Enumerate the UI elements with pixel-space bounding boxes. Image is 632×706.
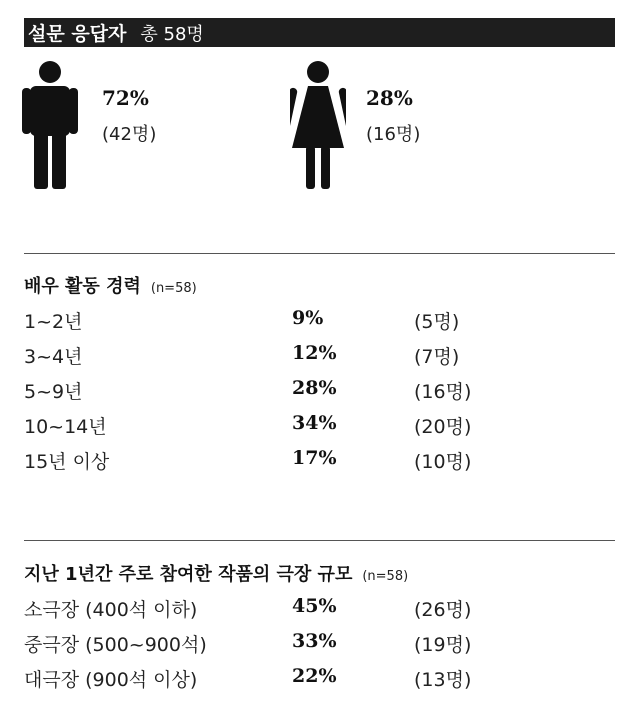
theater-percent: 33% [292,630,337,652]
career-row [24,307,614,335]
theater-percent: 22% [292,665,337,687]
career-count: (7명) [414,346,460,368]
header-title: 설문 응답자 [28,23,127,45]
section-divider [24,253,615,254]
theater-percent: 45% [292,595,337,617]
section-divider [24,540,615,541]
career-percent: 28% [292,377,337,399]
career-row [24,447,614,475]
theater-title: 지난 1년간 주로 참여한 작품의 극장 규모 [24,564,353,585]
male-percent: 72% [102,86,149,110]
theater-row [24,630,614,658]
male-count: (42명) [102,124,157,145]
career-label: 1~2년 [24,311,83,333]
male-figure-icon [22,60,78,190]
career-percent: 9% [292,307,324,329]
theater-label: 소극장 (400석 이하) [24,599,198,621]
female-count: (16명) [366,124,421,145]
theater-section-title [24,560,408,586]
career-row [24,412,614,440]
career-sample-size: (n=58) [150,281,197,296]
theater-label: 대극장 (900석 이상) [24,669,198,691]
female-percent: 28% [366,86,413,110]
career-label: 15년 이상 [24,451,110,473]
career-label: 5~9년 [24,381,83,403]
career-percent: 17% [292,447,337,469]
theater-label: 중극장 (500~900석) [24,634,207,656]
career-percent: 34% [292,412,337,434]
theater-row [24,595,614,623]
career-label: 3~4년 [24,346,83,368]
theater-count: (19명) [414,634,472,656]
career-label: 10~14년 [24,416,107,438]
career-row [24,342,614,370]
theater-sample-size: (n=58) [362,569,409,584]
career-row [24,377,614,405]
career-title: 배우 활동 경력 [24,276,141,297]
header-bar [24,18,615,47]
career-count: (16명) [414,381,472,403]
career-percent: 12% [292,342,337,364]
header-total: 총 58명 [140,23,204,45]
career-count: (5명) [414,311,460,333]
career-count: (10명) [414,451,472,473]
female-figure-icon [290,60,346,190]
theater-count: (13명) [414,669,472,691]
career-count: (20명) [414,416,472,438]
theater-row [24,665,614,693]
career-section-title [24,272,197,298]
theater-count: (26명) [414,599,472,621]
